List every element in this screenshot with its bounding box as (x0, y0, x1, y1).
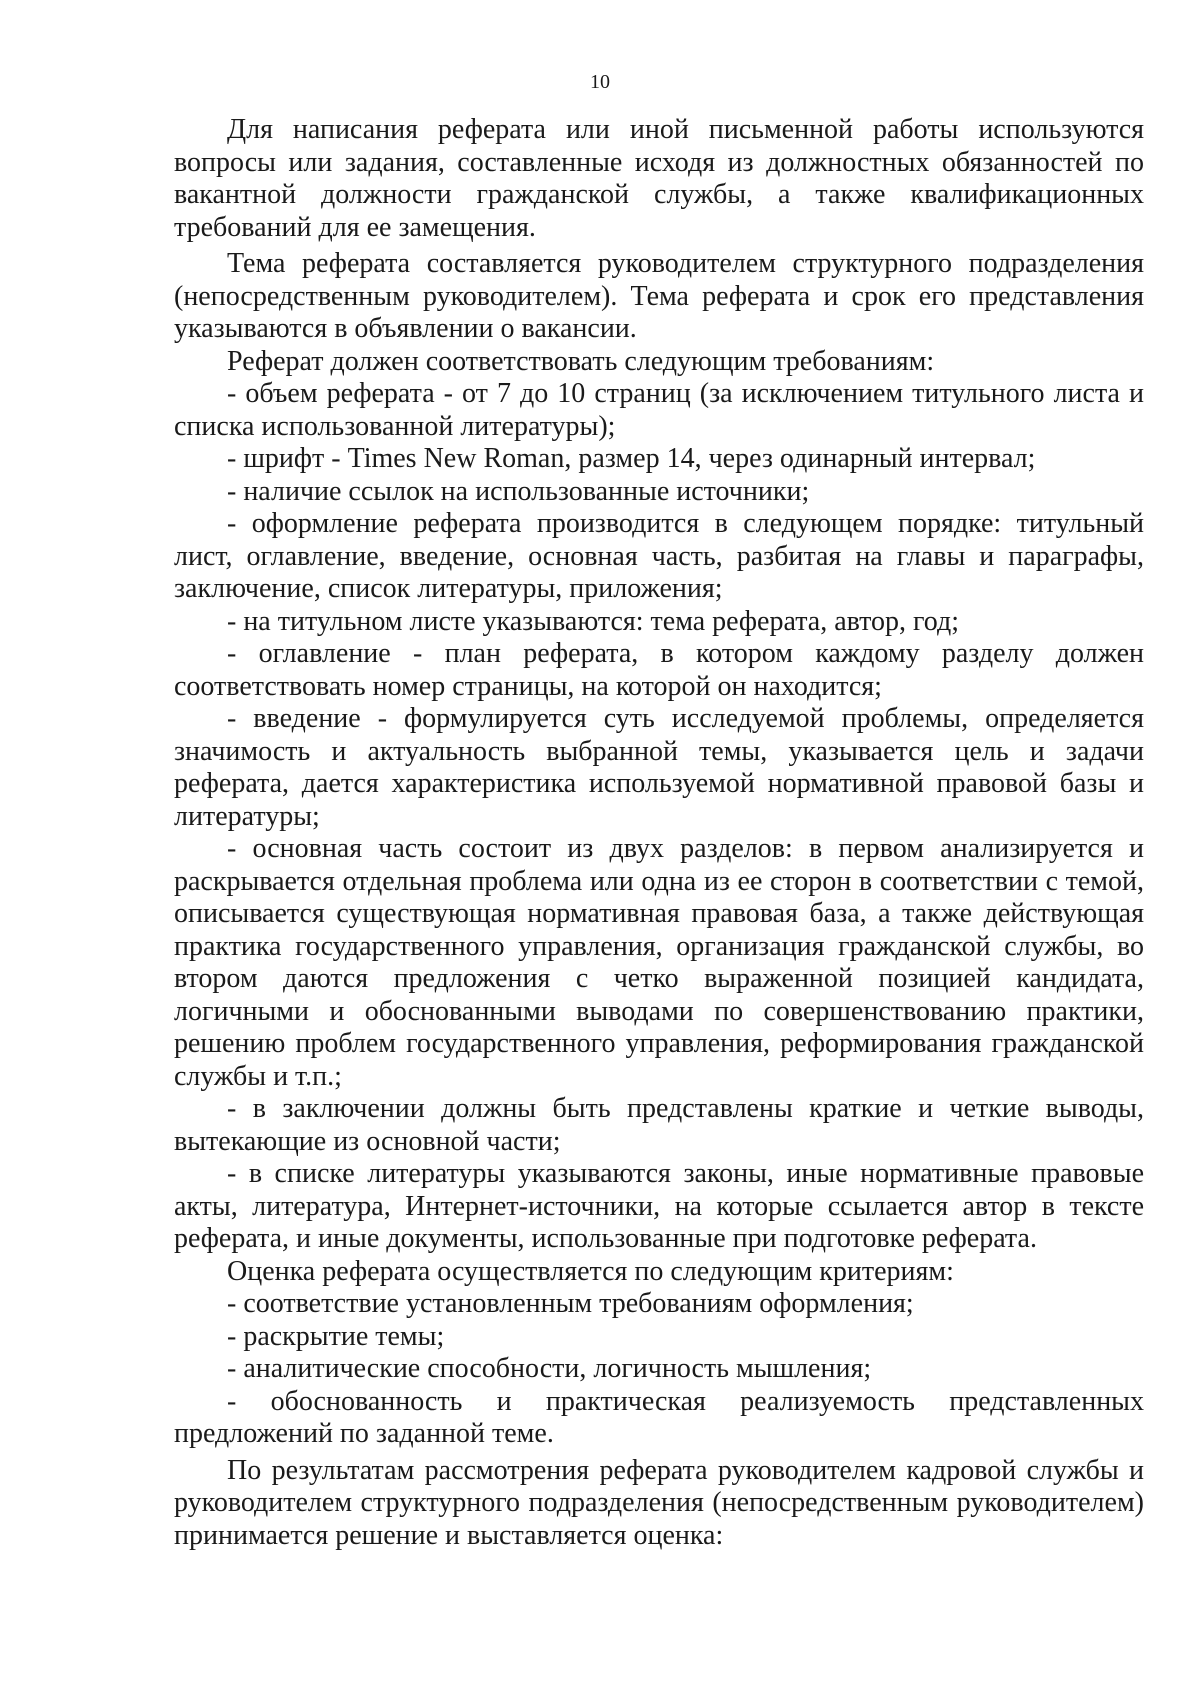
paragraph-results: По результатам рассмотрения реферата руководителем кадровой службы и руководителем структурного подразделения (непосредственным руководителем) принимается решение и выставляется оценка: (174, 1454, 1144, 1551)
list-item-structure: - оформление реферата производится в следующем порядке: титульный лист, оглавление, введение, основная часть, разбитая на главы и параграфы, заключение, список литературы, приложения; (174, 508, 1144, 604)
list-item-bibliography: - в списке литературы указываются законы, иные нормативные правовые акты, литература, Интернет-источники, на которые ссылается автор в тексте реферата, и иные документы, использованные при подготовке реферата. (174, 1158, 1144, 1254)
list-item-criteria-analytics: - аналитические способности, логичность мышления; (227, 1353, 872, 1384)
paragraph-criteria-heading: Оценка реферата осуществляется по следующим критериям: (227, 1255, 954, 1287)
document-body (174, 114, 1144, 1552)
list-item-criteria-topic: - раскрытие темы; (227, 1320, 445, 1352)
list-item-conclusion: - в заключении должны быть представлены краткие и четкие выводы, вытекающие из основной части; (174, 1093, 1144, 1157)
list-item-references: - наличие ссылок на использованные источники; (227, 475, 810, 507)
list-item-title-page: - на титульном листе указываются: тема реферата, автор, год; (227, 605, 960, 637)
list-item-table-of-contents: - оглавление - план реферата, в котором каждому разделу должен соответствовать номер страницы, на которой он находится; (174, 638, 1144, 702)
list-item-main-part: - основная часть состоит из двух разделов: в первом анализируется и раскрывается отдельная проблема или одна из ее сторон в соответствии с темой, описывается существующая нормативная правовая база, а также действующая практика государственного управления, организация гражданской службы, во втором даются предложения с четко выраженной позицией кандидата, логичными и обоснованными выводами по совершенствованию практики, решению проблем государственного управления, реформирования гражданской службы и т.п.; (174, 833, 1144, 1092)
page-number: 10 (590, 71, 610, 93)
paragraph-intro: Для написания реферата или иной письменной работы используются вопросы или задания, составленные исходя из должностных обязанностей по вакантной должности гражданской службы, а также квалификационных требований для ее замещения. (174, 114, 1144, 243)
list-item-criteria-compliance: - соответствие установленным требованиям оформления; (227, 1288, 914, 1319)
list-item-introduction: - введение - формулируется суть исследуемой проблемы, определяется значимость и актуальность выбранной темы, указывается цель и задачи реферата, дается характеристика используемой нормативной правовой базы и литературы; (174, 703, 1144, 832)
list-item-criteria-validity: - обоснованность и практическая реализуемость представленных предложений по заданной теме. (174, 1385, 1144, 1449)
list-item-volume: - объем реферата - от 7 до 10 страниц (за исключением титульного листа и списка использованной литературы); (174, 378, 1144, 442)
paragraph-requirements-heading: Реферат должен соответствовать следующим требованиям: (227, 345, 935, 377)
paragraph-topic: Тема реферата составляется руководителем структурного подразделения (непосредственным руководителем). Тема реферата и срок его представления указываются в объявлении о вакансии. (174, 248, 1144, 344)
list-item-font: - шрифт - Times New Roman, размер 14, через одинарный интервал; (227, 443, 1036, 474)
